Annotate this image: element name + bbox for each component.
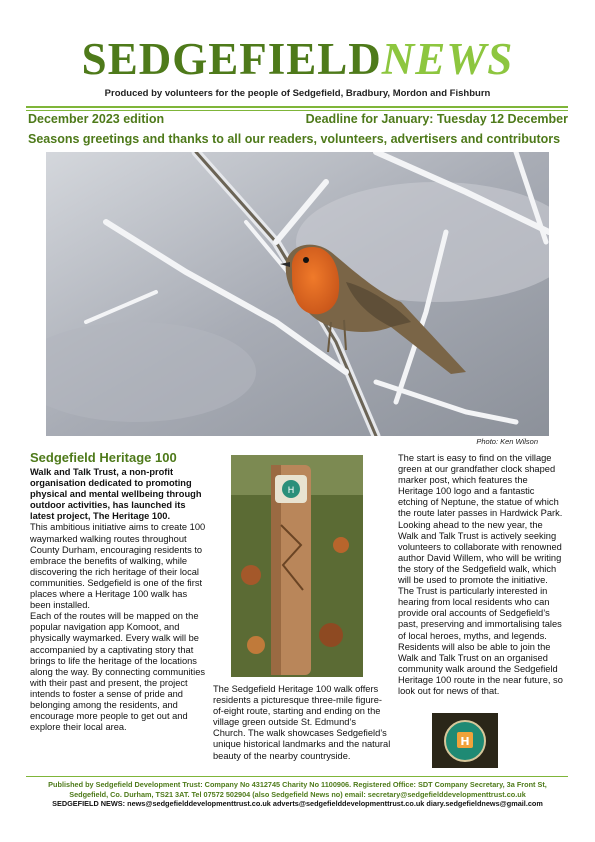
- article-lead: Walk and Talk Trust, a non-profit organisation dedicated to promoting physical and mental wellbeing through outdoor activities, has launched its latest project, The Heritage 100.: [30, 467, 202, 522]
- greeting-banner: Seasons greetings and thanks to all our readers, volunteers, advertisers and contributors: [28, 132, 561, 146]
- photo-caption: The Sedgefield Heritage 100 walk offers residents a picturesque three-mile figure-of-eight route, starting and ending on the village green outside St. Edmund’s Church. The walk showcases Sedgefield’s unique historical landmarks and the natural beauty of the nearby countryside.: [213, 684, 391, 761]
- photo-credit: Photo: Ken Wilson: [476, 437, 538, 446]
- top-rule: [26, 106, 568, 108]
- footer-line: Sedgefield, Co. Durham, TS21 3AT. Tel 07572 502904 (also Sedgefield News no) email: secretary@sedgefielddevelopmenttrust.co.uk: [69, 789, 526, 799]
- marker-post-photo: [231, 455, 363, 677]
- strapline: Produced by volunteers for the people of Sedgefield, Bradbury, Mordon and Fishburn: [104, 88, 491, 99]
- article-column-1: [30, 450, 210, 733]
- masthead-part2: NEWS: [381, 34, 514, 84]
- article-paragraph: Each of the routes will be mapped on the popular navigation app Komoot, and physically waymarked. Every walk will be accompanied by a captivating story that brings to life the heritage of the locations along the way. By connecting communities with their past and present, the project intends to foster a sense of pride and belonging among the residents, and encourage more people to get out and explore their local area.: [30, 611, 206, 733]
- masthead: [0, 34, 595, 84]
- footer-rule: [26, 776, 568, 777]
- footer-line: Published by Sedgefield Development Trust: Company No 4312745 Charity No 1100906. Registered Office: SDT Company Secretary, 3a Front St,: [48, 780, 547, 789]
- article-heading: Sedgefield Heritage 100: [30, 450, 177, 465]
- article-paragraph: The start is easy to find on the village green at our grandfather clock shaped marker post, which features the Heritage 100 logo and a fantastic etching of Neptune, the statue of which the route later passes in Hardwick Park.: [398, 453, 563, 519]
- robin-photo: [46, 152, 549, 436]
- svg-text:H: H: [460, 735, 470, 748]
- edition-label: December 2023 edition: [28, 112, 165, 126]
- footer: [0, 780, 595, 809]
- svg-text:H: H: [287, 486, 295, 496]
- article-column-3: [398, 453, 564, 697]
- deadline-label: Deadline for January: Tuesday 12 December: [305, 112, 568, 126]
- marker-post-illustration: [231, 455, 363, 677]
- article-paragraph: Residents will also be able to join the Walk and Talk Trust on an organised community walk around the Sedgefield Heritage 100 route in the near future, so look out for news of that.: [398, 641, 563, 696]
- article-paragraph: This ambitious initiative aims to create 100 waymarked walking routes throughout County Durham, encouraging residents to embrace the benefits of walking, while discovering the rich heritage of their local communities. Sedgefield is one of the first places where a Heritage 100 walk has been installed.: [30, 522, 206, 611]
- heritage-100-logo: [432, 713, 498, 768]
- heritage-logo-photo: [432, 713, 498, 768]
- masthead-part1: SEDGEFIELD: [81, 34, 382, 84]
- top-rule-thin: [26, 110, 568, 111]
- footer-contacts: SEDGEFIELD NEWS: news@sedgefielddevelopmenttrust.co.uk adverts@sedgefielddevelopmenttrust.co.uk diary.sedgefieldnews@gmail.com: [52, 799, 543, 808]
- article-paragraph: Looking ahead to the new year, the Walk and Talk Trust is actively seeking volunteers to collaborate with renowned author David Willem, who will be writing the story of the Sedgefield walk, which will be used to promote the initiative. The Trust is particularly interested in hearing from local residents who can provide oral accounts of Sedgefield’s past, preserving and immortalising tales of local heroes, myths, and legends.: [398, 519, 562, 641]
- robin-illustration: [46, 152, 549, 436]
